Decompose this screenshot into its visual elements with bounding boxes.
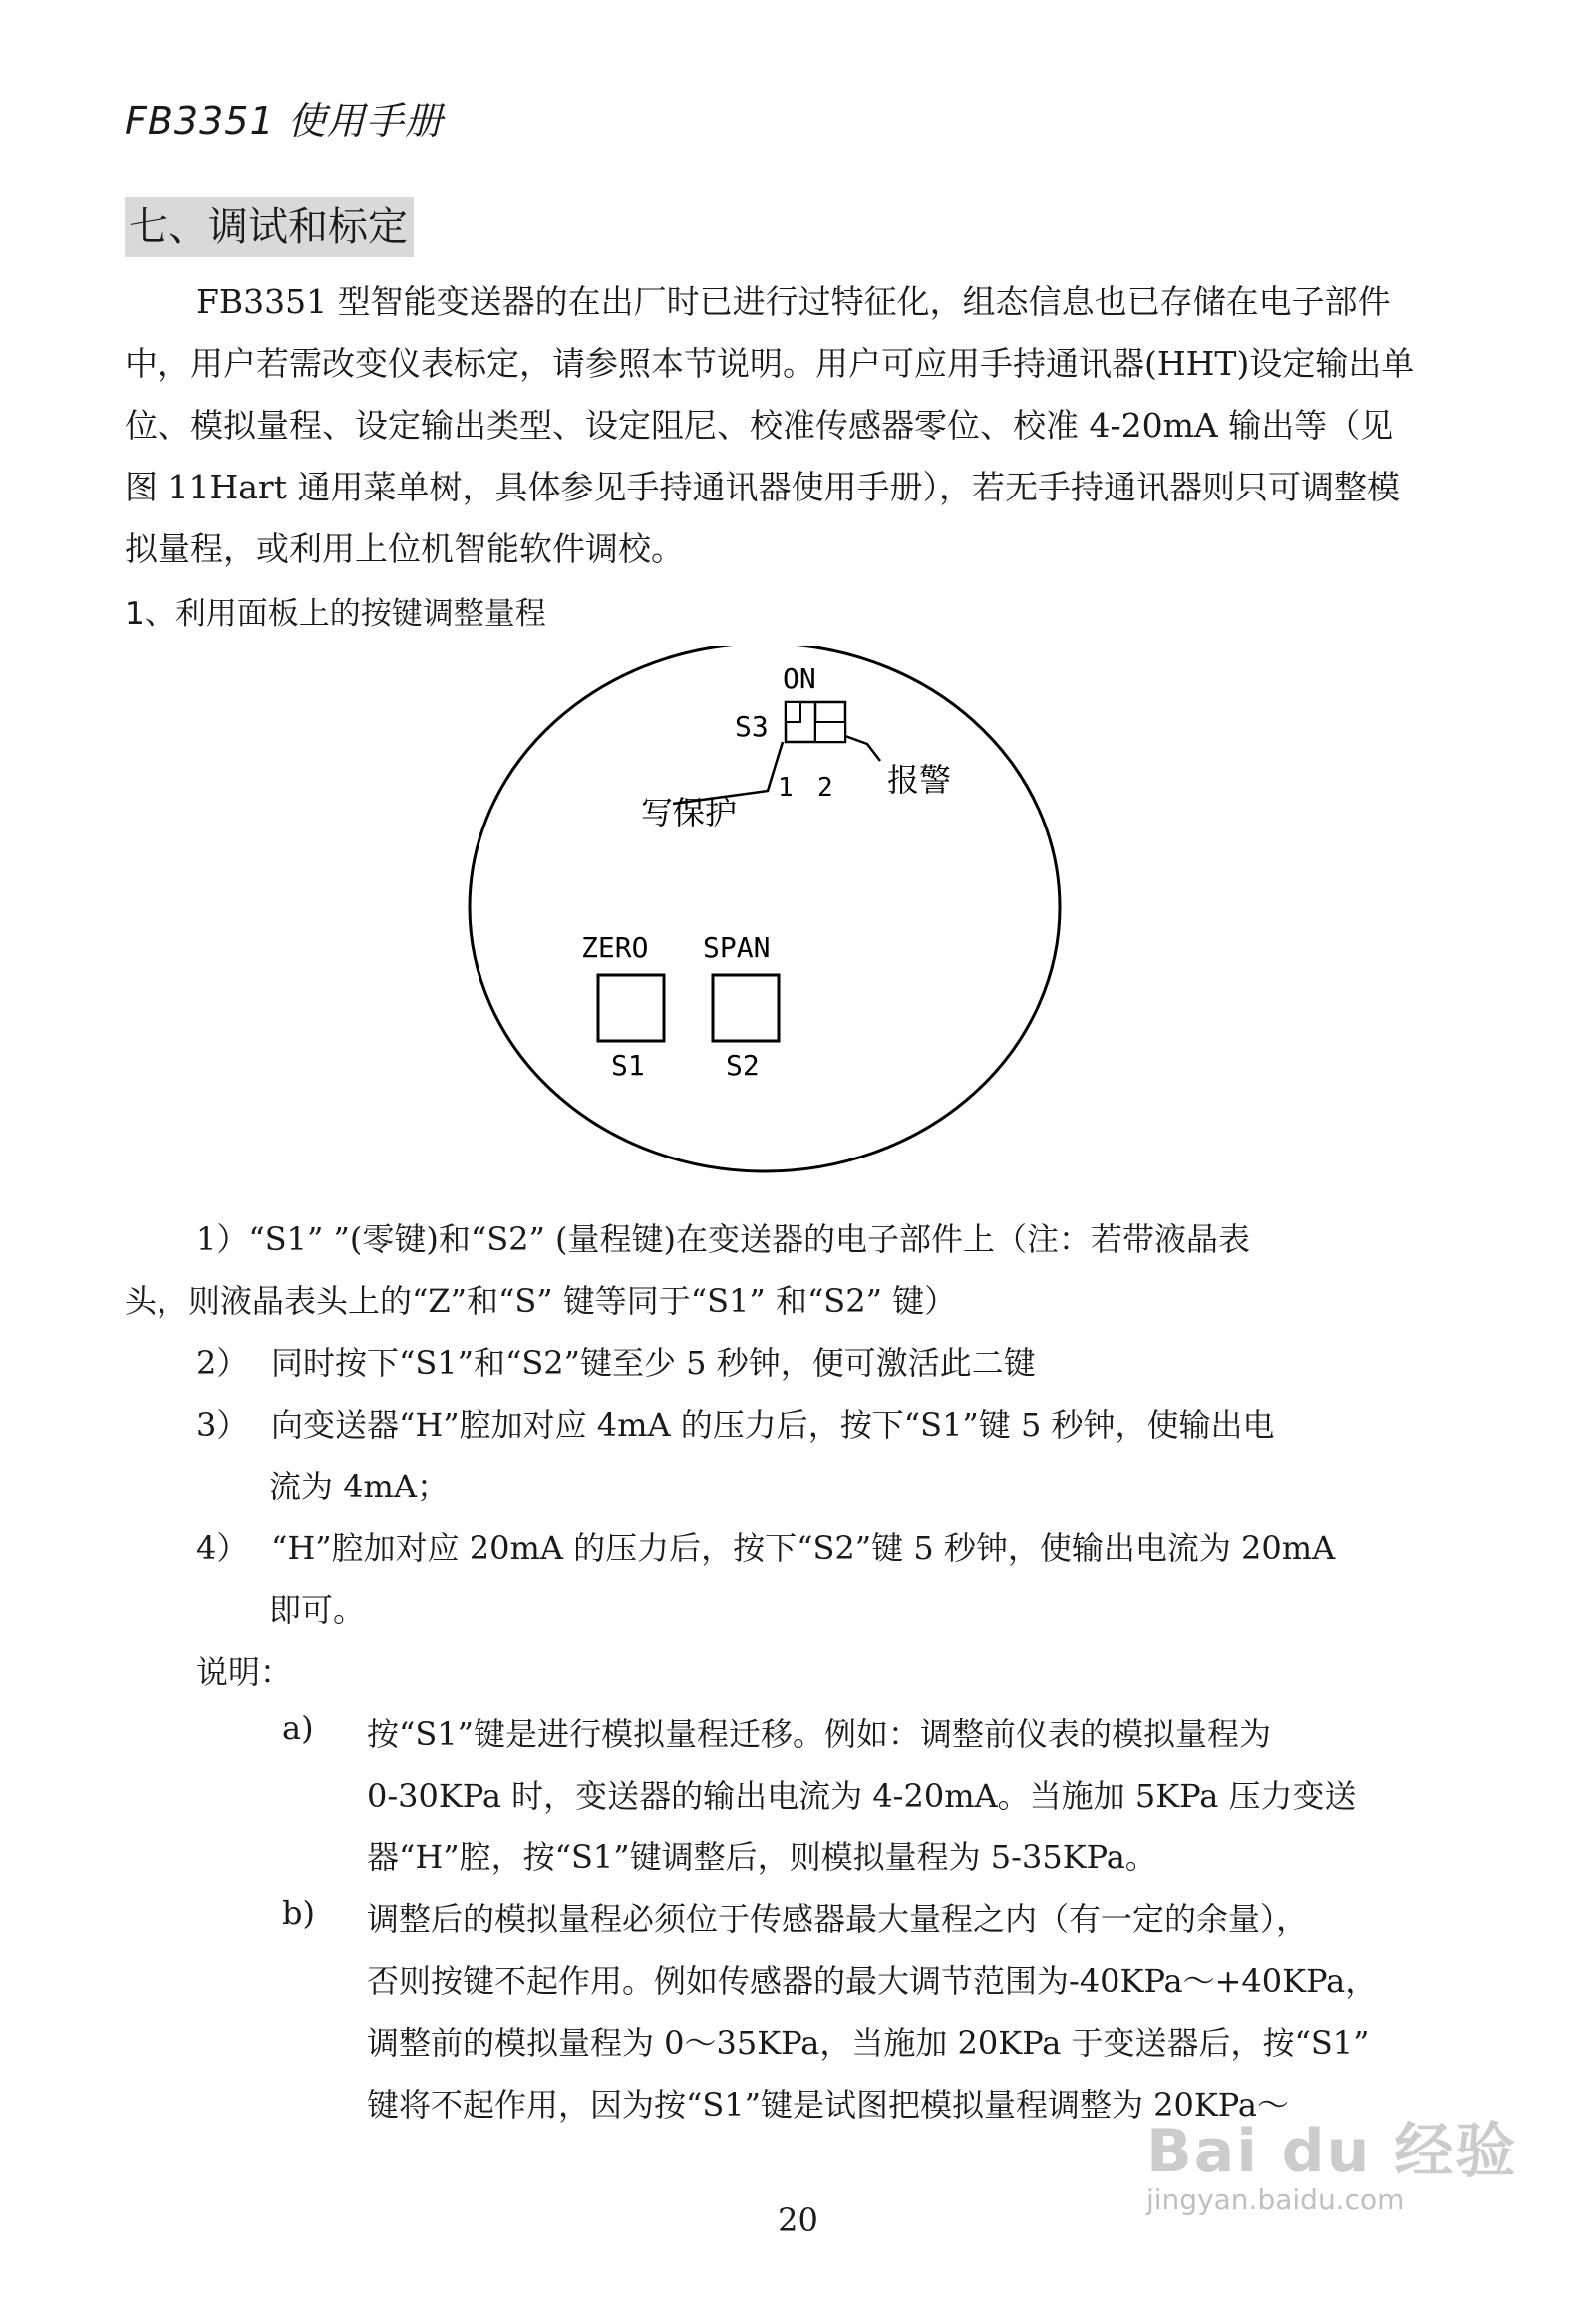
s2-span-button[interactable] [713, 975, 779, 1041]
alarm-label: 报警 [887, 761, 952, 799]
step-1-line-2: 头，则液晶表头上的“Z”和“S” 键等同于“S1” 和“S2” 键） [125, 1282, 957, 1320]
step-3-line-2: 流为 4mA； [269, 1468, 449, 1505]
s1-zero-button[interactable] [598, 975, 664, 1041]
step-3-number: 3） [196, 1406, 249, 1444]
step-1-line-1: 1）“S1” ”(零键)和“S2” (量程键)在变送器的电子部件上（注：若带液晶表 [196, 1220, 1251, 1258]
baidu-watermark-logo: Bai du 经验 [1146, 2117, 1518, 2186]
note-a-line: 器“H”腔，按“S1”键调整后，则模拟量程为 5-35KPa。 [367, 1838, 1157, 1876]
note-a-label: a) [282, 1709, 314, 1747]
note-b-label: b) [282, 1894, 315, 1932]
section-title: 七、调试和标定 [125, 197, 414, 257]
note-a-line: 0-30KPa 时，变送器的输出电流为 4-20mA。当施加 5KPa 压力变送 [367, 1777, 1357, 1815]
note-b-line: 键将不起作用，因为按“S1”键是试图把模拟量程调整为 20KPa～ [367, 2086, 1289, 2124]
intro-paragraph: FB3351 型智能变送器的在出厂时已进行过特征化，组态信息也已存储在电子部件中，用户若需改变仪表标定，请参照本节说明。用户可应用手持通讯器(HHT)设定输出单位、模拟量程、设定输出类型、设定阻尼、校准传感器零位、校准 4-20mA 输出等（见图 11Hart 通用菜单树，具体参见手持通讯器使用手册），若无手持通讯器则只可调整模拟量程，或利用上位机智能软件调校。 [125, 282, 1415, 568]
panel-diagram [464, 646, 1072, 1224]
note-b-line: 调整后的模拟量程必须位于传感器最大量程之内（有一定的余量）， [367, 1900, 1309, 1938]
note-b-line: 调整前的模拟量程为 0～35KPa，当施加 20KPa 于变送器后，按“S1” [367, 2024, 1370, 2062]
page-number: 20 [778, 2201, 818, 2239]
step-4-line-2: 即可。 [269, 1591, 366, 1629]
switch-2-label: 2 [817, 773, 833, 803]
s2-label: S2 [726, 1049, 760, 1082]
on-label: ON [783, 662, 816, 695]
write-protect-label: 写保护 [641, 794, 738, 831]
span-label: SPAN [703, 931, 771, 964]
alarm-leader [845, 736, 880, 761]
document-header: FB3351 使用手册 [125, 99, 444, 143]
step-4-line-1: “H”腔加对应 20mA 的压力后，按下“S2”键 5 秒钟，使输出电流为 20mA [271, 1529, 1336, 1567]
note-a-line: 按“S1”键是进行模拟量程迁移。例如：调整前仪表的模拟量程为 [367, 1715, 1272, 1753]
step-2-number: 2） [196, 1344, 249, 1382]
subsection-title: 1、利用面板上的按键调整量程 [125, 596, 546, 632]
step-3-line-1: 向变送器“H”腔加对应 4mA 的压力后，按下“S1”键 5 秒钟，使输出电 [271, 1406, 1275, 1444]
switch-1-label: 1 [778, 773, 794, 803]
step-2-text: 同时按下“S1”和“S2”键至少 5 秒钟，便可激活此二键 [271, 1344, 1036, 1382]
s3-toggle-2 [815, 722, 845, 742]
zero-label: ZERO [581, 931, 649, 964]
notes-title: 说明： [196, 1653, 293, 1691]
note-b-line: 否则按键不起作用。例如传感器的最大调节范围为-40KPa～+40KPa， [367, 1962, 1378, 2000]
s3-toggle-1 [786, 702, 800, 722]
s3-label: S3 [735, 710, 769, 743]
baidu-watermark-url: jingyan.baidu.com [1146, 2183, 1405, 2216]
s1-label: S1 [611, 1049, 645, 1082]
step-4-number: 4） [196, 1529, 249, 1567]
